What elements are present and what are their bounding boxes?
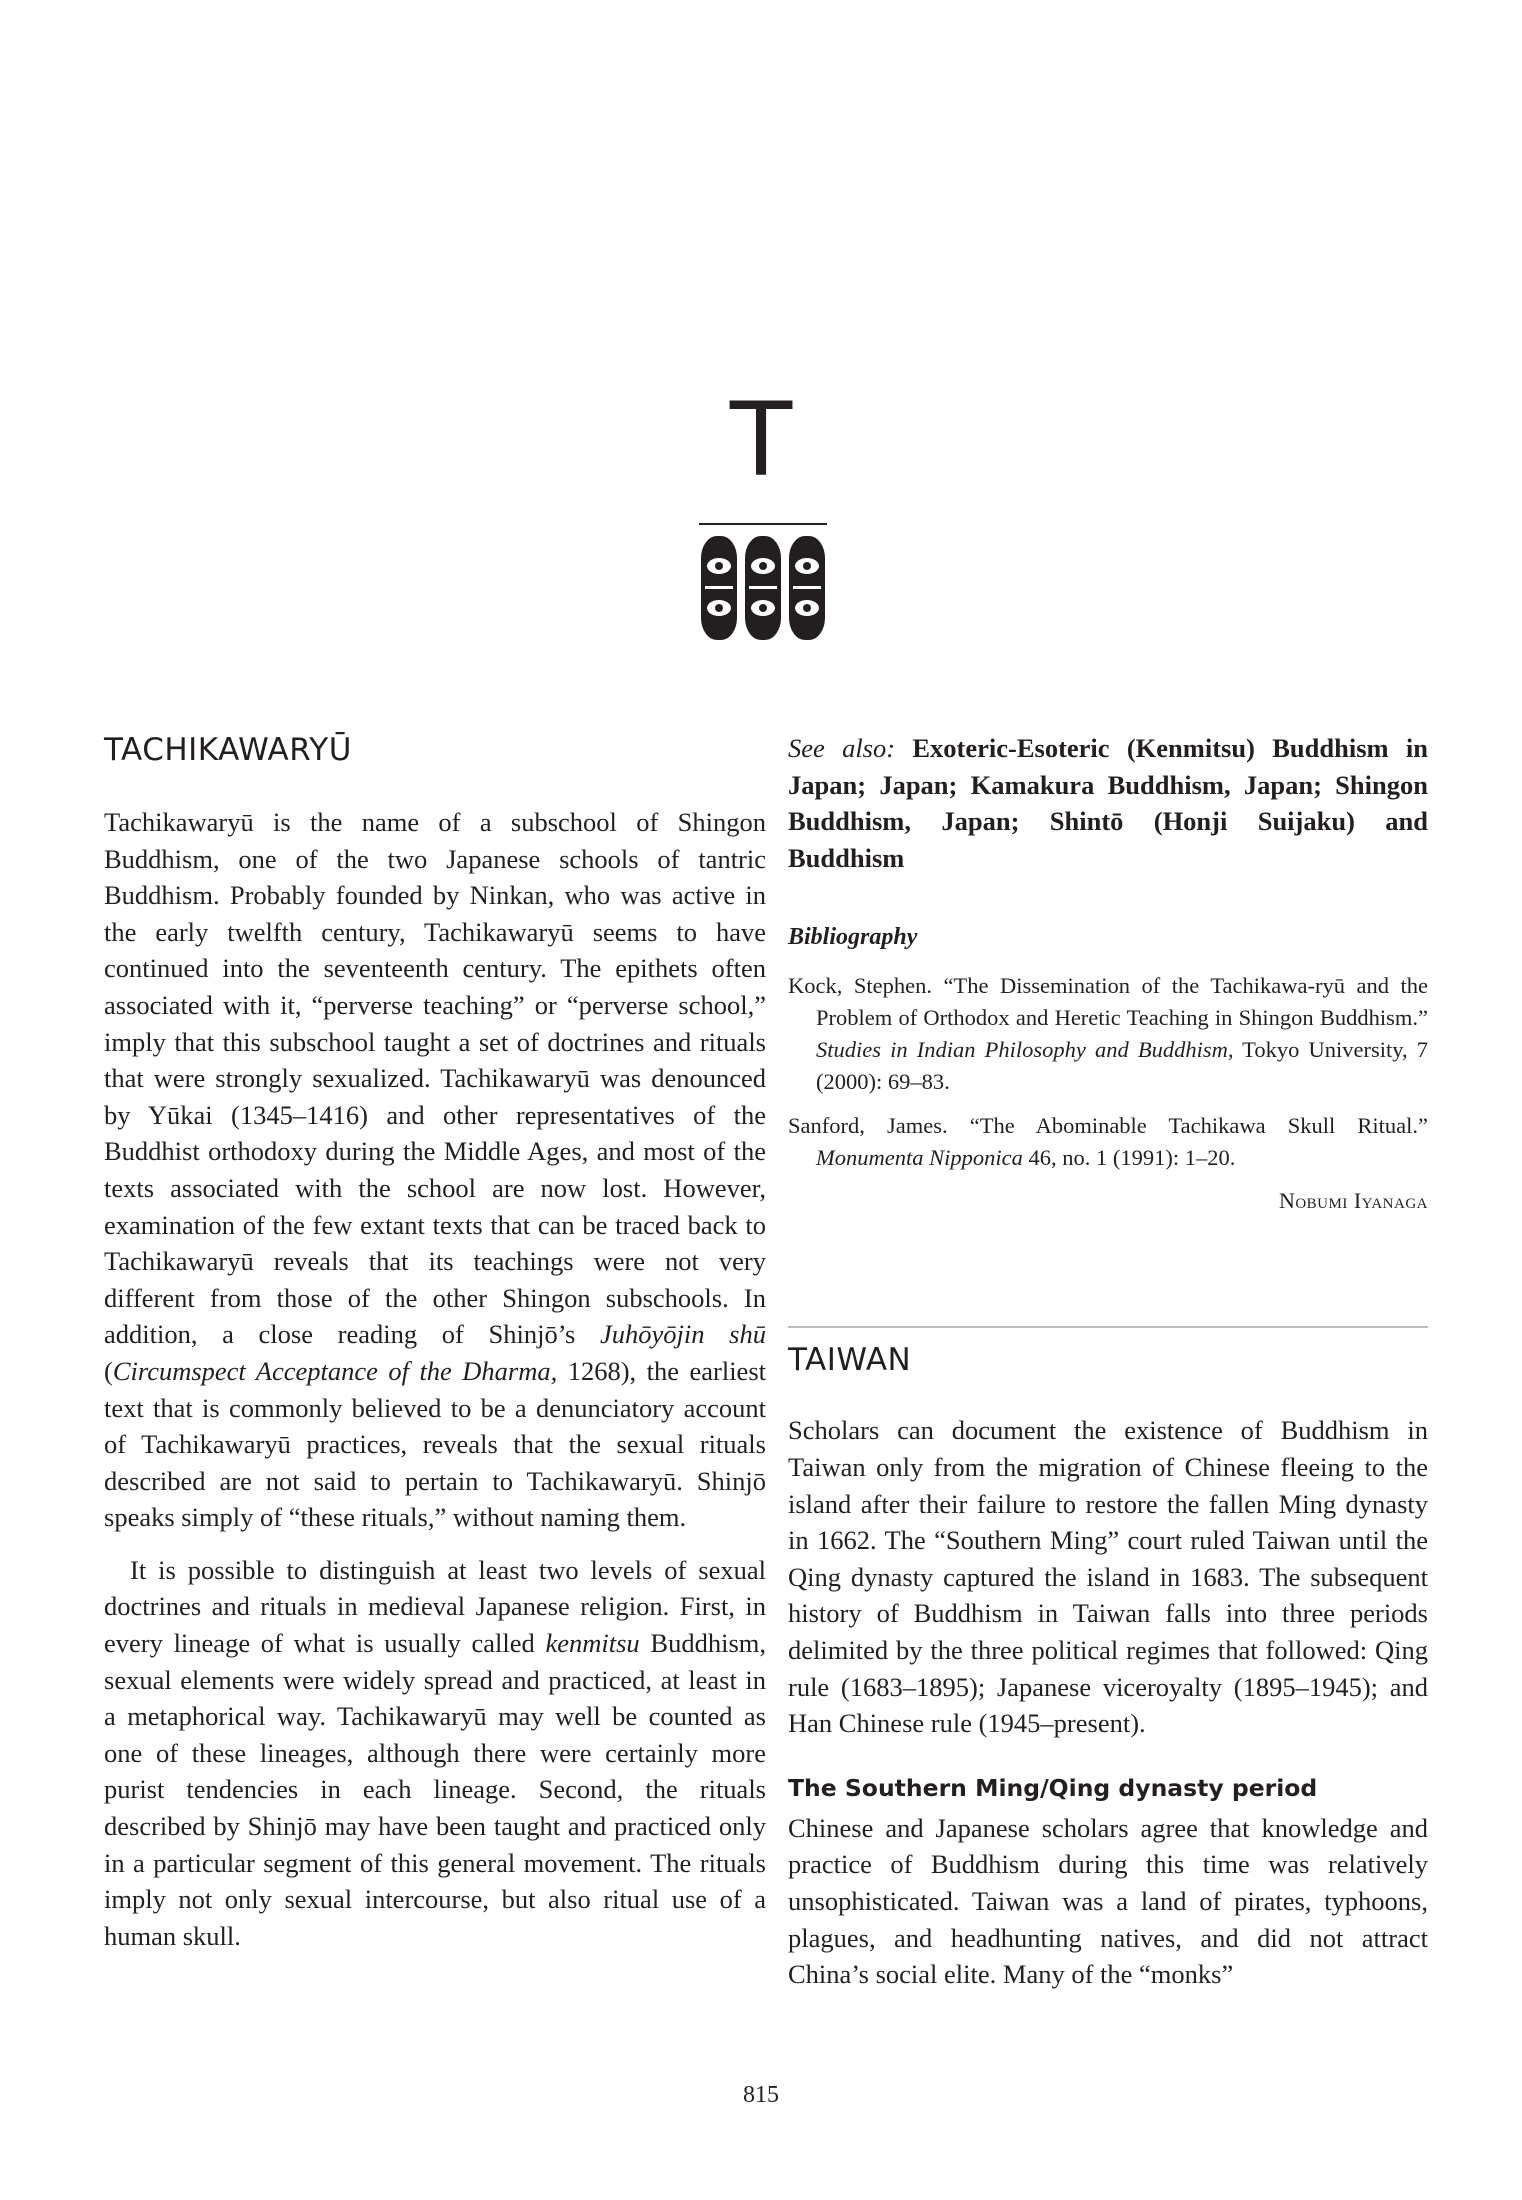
page-number: 815 [743,2082,779,2108]
taiwan-paragraph: Scholars can document the existence of Buddhism in Taiwan only from the migration of Chinese fleeing to the island after their failure to restore the fallen Ming dynasty in 1662. The “Southern Ming” court ruled Taiwan until the Qing dynasty captured the island in 1683. The subsequent history of Buddhism in Taiwan falls into three periods delimited by the three political regimes that followed: Qing rule (1683–1895); Japanese viceroyalty (1895–1945); and Han Chinese rule (1945–present). [788,1415,1428,1739]
bibliography-heading: Bibliography [788,924,918,951]
see-also: See also: Exoteric-Esoteric (Kenmitsu) Buddhism in Japan; Japan; Kamakura Buddhism, Japan; Shingon Buddhism, Japan; Shintō (Honji Suijaku) and Buddhism [788,733,1428,873]
subheading-southern-ming: The Southern Ming/Qing dynasty period [788,1773,1318,1802]
section-letter: T [729,381,793,500]
left-column [104,730,766,1954]
bibliography-item: Sanford, James. “The Abominable Tachikawa Skull Ritual.” Monumenta Nipponica 46, no. 1 (1991): 1–20. [788,1113,1428,1171]
section-divider [788,1326,1428,1328]
ornament-icon [693,520,833,646]
tachikawaryu-paragraph-2: It is possible to distinguish at least two levels of sexual doctrines and rituals in medieval Japanese religion. First, in every lineage of what is usually called kenmitsu Buddhism, sexual elements were widely spread and practiced, at least in a metaphorical way. Tachikawaryū may well be counted as one of these lineages, although there were certainly more purist tendencies in each lineage. Second, the rituals described by Shinjō may have been taught and practiced only in a particular segment of this general movement. The rituals imply not only sexual intercourse, but also ritual use of a human skull. [104,1554,766,1951]
right-column [788,730,1428,1993]
southern-ming-paragraph: Chinese and Japanese scholars agree that knowledge and practice of Buddhism during this time was relatively unsophisticated. Taiwan was a land of pirates, typhoons, plagues, and headhunting natives, and did not attract China’s social elite. Many of the “monks” [788,1812,1428,1990]
entry-title-taiwan: TAIWAN [788,1342,912,1379]
bibliography-item: Kock, Stephen. “The Dissemination of the Tachikawa-ryū and the Problem of Orthodox and Heretic Teaching in Shingon Buddhism.” Studies in Indian Philosophy and Buddhism, Tokyo University, 7 (2000): 69–83. [788,973,1428,1095]
author-signature: Nobumi Iyanaga [1278,1188,1428,1214]
entry-title-tachikawaryu: TACHIKAWARYŪ [104,732,352,768]
tachikawaryu-paragraph-1: Tachikawaryū is the name of a subschool of Shingon Buddhism, one of the two Japanese schools of tantric Buddhism. Probably founded by Ninkan, who was active in the early twelfth century, Tachikawaryū seems to have continued into the seventeenth century. The epithets often associated with it, “perverse teaching” or “perverse school,” imply that this subschool taught a set of doctrines and rituals that were strongly sexualized. Tachikawaryū was denounced by Yūkai (1345–1416) and other representatives of the Buddhist orthodoxy during the Middle Ages, and most of the texts associated with the school are now lost. However, examination of the few extant texts that can be traced back to Tachikawaryū reveals that its teachings were not very different from those of the other Shingon subschools. In addition, a close reading of Shinjō’s Juhōyōjin shū (Circumspect Acceptance of the Dharma, 1268), the earliest text that is commonly believed to be a denunciatory account of Tachikawaryū practices, reveals that the sexual rituals described are not said to pertain to Tachikawaryū. Shinjō speaks simply of “these rituals,” without naming them. [104,807,766,1533]
